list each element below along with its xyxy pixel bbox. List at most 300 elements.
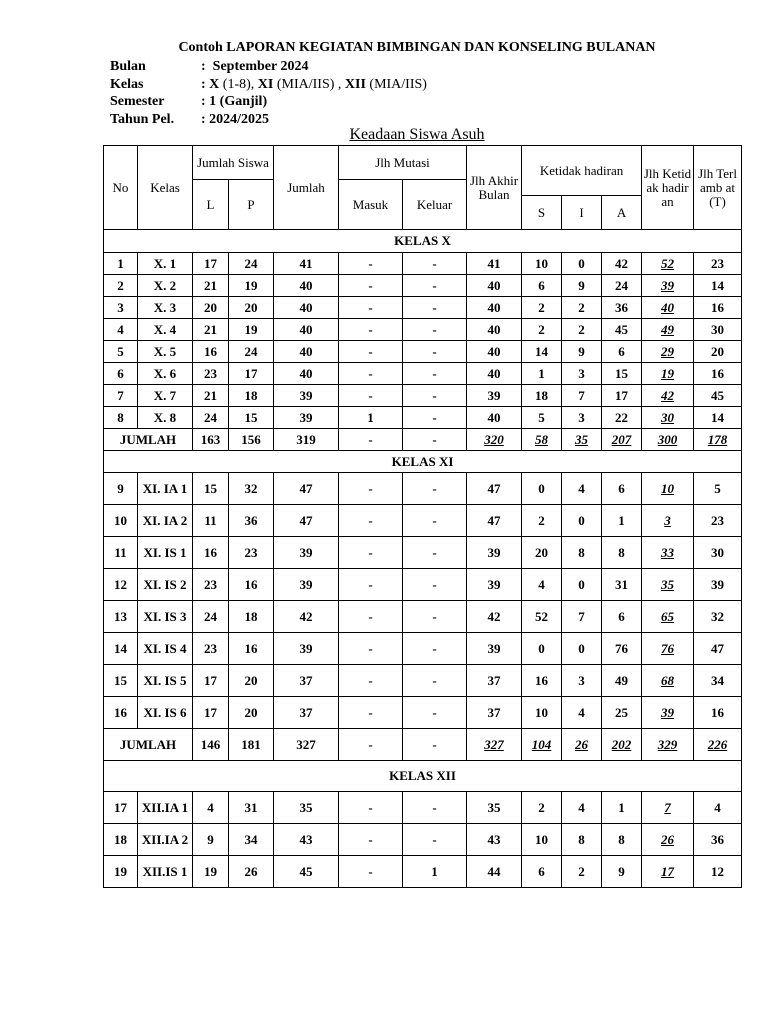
meta-kelas-p6: (MIA/IIS) (365, 76, 427, 92)
table-cell: 24 (602, 275, 642, 297)
table-cell: - (403, 275, 467, 297)
table-cell: 16 (522, 665, 562, 697)
table-cell: 37 (274, 697, 339, 729)
total-cell: 319 (274, 429, 339, 451)
table-cell: 6 (602, 341, 642, 363)
table-cell: 15 (229, 407, 274, 429)
table-cell: 17 (602, 385, 642, 407)
meta-tahun-value: : 2024/2025 (201, 111, 270, 127)
table-cell: 1 (522, 363, 562, 385)
table-cell: 15 (193, 473, 229, 505)
table-cell: 20 (229, 665, 274, 697)
table-cell: X. 1 (138, 253, 193, 275)
table-cell: 47 (694, 633, 742, 665)
header-jlh-mutasi: Jlh Mutasi (339, 146, 467, 180)
table-cell: 39 (467, 385, 522, 407)
meta-kelas-p2: (1-8), (219, 76, 258, 92)
table-cell: 21 (193, 385, 229, 407)
table-cell: 39 (467, 633, 522, 665)
table-cell: - (403, 665, 467, 697)
table-cell: 2 (522, 319, 562, 341)
header-jlh-terlambat: Jlh Terl amb at (T) (694, 146, 742, 230)
table-cell: 0 (522, 473, 562, 505)
table-cell: X. 7 (138, 385, 193, 407)
table-cell: 7 (562, 385, 602, 407)
table-cell: 47 (467, 473, 522, 505)
title-main: LAPORAN KEGIATAN BIMBINGAN DAN KONSELING BULANAN (226, 40, 656, 55)
table-cell: 16 (193, 341, 229, 363)
table-cell: 34 (229, 824, 274, 856)
table-cell: 20 (694, 341, 742, 363)
meta-tahun-label: Tahun Pel. (110, 111, 175, 127)
table-cell: 36 (694, 824, 742, 856)
table-cell: 44 (467, 856, 522, 888)
table-cell: 2 (522, 792, 562, 824)
table-cell: 39 (274, 569, 339, 601)
table-cell: X. 5 (138, 341, 193, 363)
table-cell: 10 (642, 473, 694, 505)
table-cell: - (403, 407, 467, 429)
table-cell: 7 (104, 385, 138, 407)
table-cell: 10 (522, 824, 562, 856)
table-cell: 34 (694, 665, 742, 697)
table-cell: - (339, 341, 403, 363)
table-cell: 49 (602, 665, 642, 697)
total-cell: 226 (694, 729, 742, 761)
table-cell: 12 (694, 856, 742, 888)
table-row (104, 505, 742, 537)
table-cell: - (339, 824, 403, 856)
table-cell: 2 (562, 856, 602, 888)
table-cell: - (339, 505, 403, 537)
table-cell: 4 (193, 792, 229, 824)
table-cell: XI. IA 2 (138, 505, 193, 537)
table-cell: 0 (562, 633, 602, 665)
table-cell: 9 (562, 275, 602, 297)
table-cell: 2 (104, 275, 138, 297)
meta-kelas-p4: (MIA/IIS) , (273, 76, 345, 92)
total-cell: - (339, 429, 403, 451)
table-cell: 3 (104, 297, 138, 319)
total-cell: 181 (229, 729, 274, 761)
table-cell: 43 (274, 824, 339, 856)
table-cell: 35 (467, 792, 522, 824)
table-cell: - (403, 601, 467, 633)
table-cell: - (339, 275, 403, 297)
table-cell: 11 (193, 505, 229, 537)
table-cell: XI. IA 1 (138, 473, 193, 505)
table-cell: - (403, 537, 467, 569)
table-cell: 40 (642, 297, 694, 319)
table-cell: 10 (522, 697, 562, 729)
table-cell: 3 (562, 363, 602, 385)
table-cell: 1 (602, 505, 642, 537)
report-title (0, 40, 768, 56)
table-cell: 24 (229, 253, 274, 275)
table-cell: 18 (229, 601, 274, 633)
table-cell: 47 (467, 505, 522, 537)
table-body (104, 230, 742, 888)
total-cell: 327 (274, 729, 339, 761)
table-cell: 40 (467, 363, 522, 385)
table-cell: - (403, 505, 467, 537)
table-cell: 8 (602, 824, 642, 856)
total-label: JUMLAH (104, 429, 193, 451)
section-title: Keadaan Siswa Asuh (349, 126, 485, 143)
table-cell: 45 (694, 385, 742, 407)
table-cell: 1 (339, 407, 403, 429)
table-cell: 19 (229, 319, 274, 341)
table-cell: - (339, 569, 403, 601)
table-cell: - (403, 253, 467, 275)
table-cell: 32 (694, 601, 742, 633)
total-cell: 329 (642, 729, 694, 761)
table-row (104, 319, 742, 341)
meta-kelas-label: Kelas (110, 76, 144, 92)
table-row (104, 537, 742, 569)
table-cell: 42 (642, 385, 694, 407)
table-cell: 0 (562, 569, 602, 601)
table-row (104, 633, 742, 665)
table-cell: 40 (274, 297, 339, 319)
table-cell: 23 (193, 633, 229, 665)
table-cell: 17 (193, 697, 229, 729)
table-cell: 9 (602, 856, 642, 888)
table-cell: - (339, 665, 403, 697)
table-cell: 15 (104, 665, 138, 697)
header-keluar: Keluar (403, 180, 467, 230)
total-cell: 156 (229, 429, 274, 451)
table-cell: 40 (274, 363, 339, 385)
total-cell: 202 (602, 729, 642, 761)
table-cell: 40 (467, 341, 522, 363)
total-cell: 327 (467, 729, 522, 761)
header-a: A (602, 196, 642, 230)
table-cell: 0 (562, 253, 602, 275)
table-cell: 21 (193, 275, 229, 297)
table-row (104, 275, 742, 297)
meta-semester-value: : 1 (Ganjil) (201, 94, 268, 109)
table-cell: 17 (229, 363, 274, 385)
table-cell: 12 (104, 569, 138, 601)
table-cell: 24 (229, 341, 274, 363)
meta-kelas-value (201, 76, 427, 94)
table-cell: 37 (274, 665, 339, 697)
table-cell: 17 (193, 665, 229, 697)
table-cell: 10 (104, 505, 138, 537)
table-cell: 45 (274, 856, 339, 888)
header-p: P (229, 180, 274, 230)
table-cell: 20 (229, 297, 274, 319)
table-cell: 8 (562, 537, 602, 569)
table-cell: 23 (193, 363, 229, 385)
total-row (104, 729, 742, 761)
table-cell: 17 (193, 253, 229, 275)
section-label: KELAS XII (104, 761, 742, 792)
table-cell: 36 (602, 297, 642, 319)
table-cell: 2 (562, 297, 602, 319)
table-cell: 40 (274, 275, 339, 297)
header-ketidakhadiran: Ketidak hadiran (522, 146, 642, 196)
table-cell: XII.IA 2 (138, 824, 193, 856)
table-cell: 26 (642, 824, 694, 856)
table-cell: X. 3 (138, 297, 193, 319)
section-label: KELAS X (104, 230, 742, 253)
table-cell: X. 6 (138, 363, 193, 385)
table-cell: 5 (694, 473, 742, 505)
table-cell: - (403, 297, 467, 319)
table-cell: 6 (602, 473, 642, 505)
table-cell: 17 (104, 792, 138, 824)
meta-bulan (110, 58, 427, 76)
table-cell: 52 (522, 601, 562, 633)
table-cell: - (339, 537, 403, 569)
table-cell: 43 (467, 824, 522, 856)
table-cell: 16 (694, 363, 742, 385)
table-cell: 30 (694, 319, 742, 341)
table-cell: - (403, 633, 467, 665)
table-cell: 19 (104, 856, 138, 888)
table-cell: - (403, 697, 467, 729)
title-prefix: Contoh (178, 40, 223, 55)
table-cell: 0 (522, 633, 562, 665)
table-cell: 19 (642, 363, 694, 385)
table-row (104, 341, 742, 363)
table-cell: 4 (562, 697, 602, 729)
meta-kelas (110, 76, 427, 94)
total-cell: 300 (642, 429, 694, 451)
table-cell: 6 (522, 275, 562, 297)
table-cell: 6 (104, 363, 138, 385)
table-cell: 41 (467, 253, 522, 275)
table-cell: 20 (229, 697, 274, 729)
table-cell: 23 (694, 505, 742, 537)
table-cell: 49 (642, 319, 694, 341)
table-cell: - (339, 856, 403, 888)
table-cell: 3 (562, 407, 602, 429)
header-i: I (562, 196, 602, 230)
table-cell: - (403, 569, 467, 601)
total-cell: 104 (522, 729, 562, 761)
table-row (104, 824, 742, 856)
table-cell: 11 (104, 537, 138, 569)
table-row (104, 569, 742, 601)
table-cell: 4 (562, 792, 602, 824)
table-cell: 23 (229, 537, 274, 569)
table-cell: 1 (403, 856, 467, 888)
table-cell: 39 (274, 633, 339, 665)
table-row (104, 856, 742, 888)
table-cell: XII.IS 1 (138, 856, 193, 888)
header-kelas: Kelas (138, 146, 193, 230)
table-cell: 45 (602, 319, 642, 341)
table-cell: 14 (694, 275, 742, 297)
header-no: No (104, 146, 138, 230)
table-cell: XI. IS 4 (138, 633, 193, 665)
table-cell: XI. IS 3 (138, 601, 193, 633)
table-cell: 39 (694, 569, 742, 601)
total-cell: 163 (193, 429, 229, 451)
table-cell: 76 (642, 633, 694, 665)
header-jumlah-siswa: Jumlah Siswa (193, 146, 274, 180)
table-cell: 24 (193, 601, 229, 633)
table-row (104, 407, 742, 429)
table-cell: 40 (467, 319, 522, 341)
table-cell: 68 (642, 665, 694, 697)
table-cell: 41 (274, 253, 339, 275)
table-cell: 39 (467, 569, 522, 601)
header-jumlah: Jumlah (274, 146, 339, 230)
table-cell: XII.IA 1 (138, 792, 193, 824)
table-cell: 9 (193, 824, 229, 856)
table-row (104, 473, 742, 505)
meta-semester (110, 93, 427, 111)
table-row (104, 253, 742, 275)
table-cell: 24 (193, 407, 229, 429)
table-cell: 35 (642, 569, 694, 601)
table-row (104, 792, 742, 824)
table-cell: 36 (229, 505, 274, 537)
table-cell: - (339, 319, 403, 341)
table-cell: 0 (562, 505, 602, 537)
table-cell: XI. IS 5 (138, 665, 193, 697)
section-row (104, 230, 742, 253)
table-cell: 13 (104, 601, 138, 633)
table-cell: 40 (274, 319, 339, 341)
table-cell: 21 (193, 319, 229, 341)
header-jlh-ketidakhadiran: Jlh Ketid ak hadir an (642, 146, 694, 230)
meta-kelas-p5: XII (344, 76, 366, 92)
student-table (103, 145, 742, 888)
table-cell: 19 (229, 275, 274, 297)
table-cell: 39 (642, 275, 694, 297)
table-cell: 15 (602, 363, 642, 385)
table-row (104, 665, 742, 697)
table-cell: XI. IS 6 (138, 697, 193, 729)
table-cell: 2 (562, 319, 602, 341)
total-cell: 207 (602, 429, 642, 451)
table-cell: 6 (522, 856, 562, 888)
table-cell: 25 (602, 697, 642, 729)
section-row (104, 451, 742, 473)
total-label: JUMLAH (104, 729, 193, 761)
table-cell: 16 (229, 633, 274, 665)
total-cell: - (403, 729, 467, 761)
table-cell: 16 (193, 537, 229, 569)
meta-semester-label: Semester (110, 94, 165, 109)
table-cell: - (339, 792, 403, 824)
meta-kelas-p3: XI (257, 76, 274, 92)
table-cell: 30 (694, 537, 742, 569)
table-cell: X. 4 (138, 319, 193, 341)
header-l: L (193, 180, 229, 230)
table-cell: - (403, 341, 467, 363)
table-cell: 42 (274, 601, 339, 633)
table-cell: 9 (562, 341, 602, 363)
table-cell: 37 (467, 697, 522, 729)
table-cell: 6 (602, 601, 642, 633)
table-cell: 26 (229, 856, 274, 888)
table-cell: 39 (642, 697, 694, 729)
header-masuk: Masuk (339, 180, 403, 230)
table-cell: 76 (602, 633, 642, 665)
table-cell: 8 (602, 537, 642, 569)
table-cell: 7 (562, 601, 602, 633)
table-cell: 8 (104, 407, 138, 429)
total-row (104, 429, 742, 451)
total-cell: 146 (193, 729, 229, 761)
table-cell: 29 (642, 341, 694, 363)
table-cell: - (403, 319, 467, 341)
table-cell: 9 (104, 473, 138, 505)
table-cell: 8 (562, 824, 602, 856)
table-cell: 2 (522, 505, 562, 537)
table-cell: 23 (193, 569, 229, 601)
table-cell: 4 (562, 473, 602, 505)
table-cell: 42 (467, 601, 522, 633)
table-cell: 32 (229, 473, 274, 505)
table-cell: - (403, 473, 467, 505)
table-cell: 16 (104, 697, 138, 729)
table-cell: 18 (522, 385, 562, 407)
table-cell: 52 (642, 253, 694, 275)
table-cell: - (339, 633, 403, 665)
table-cell: 37 (467, 665, 522, 697)
table-cell: - (339, 601, 403, 633)
section-label: KELAS XI (104, 451, 742, 473)
table-cell: 30 (642, 407, 694, 429)
meta-bulan-value: : September 2024 (201, 59, 309, 74)
table-cell: 35 (274, 792, 339, 824)
table-row (104, 697, 742, 729)
report-meta (110, 58, 427, 128)
table-cell: 42 (602, 253, 642, 275)
table-cell: 16 (694, 697, 742, 729)
total-cell: 35 (562, 429, 602, 451)
table-cell: 18 (104, 824, 138, 856)
table-cell: 65 (642, 601, 694, 633)
table-cell: 4 (104, 319, 138, 341)
total-cell: - (403, 429, 467, 451)
table-cell: 47 (274, 505, 339, 537)
table-cell: 1 (104, 253, 138, 275)
total-cell: 320 (467, 429, 522, 451)
table-cell: - (339, 697, 403, 729)
table-cell: 40 (467, 407, 522, 429)
table-cell: 40 (274, 341, 339, 363)
table-cell: 4 (522, 569, 562, 601)
table-cell: XI. IS 2 (138, 569, 193, 601)
table-cell: X. 2 (138, 275, 193, 297)
table-cell: 3 (642, 505, 694, 537)
table-cell: 4 (694, 792, 742, 824)
table-cell: - (339, 385, 403, 407)
table-cell: - (403, 363, 467, 385)
table-cell: 17 (642, 856, 694, 888)
table-cell: 16 (229, 569, 274, 601)
table-cell: 31 (602, 569, 642, 601)
table-cell: 1 (602, 792, 642, 824)
total-cell: 26 (562, 729, 602, 761)
total-cell: - (339, 729, 403, 761)
table-cell: 14 (522, 341, 562, 363)
table-cell: XI. IS 1 (138, 537, 193, 569)
meta-kelas-p1: : X (201, 76, 220, 92)
table-cell: - (403, 385, 467, 407)
meta-bulan-label: Bulan (110, 59, 146, 74)
table-cell: 18 (229, 385, 274, 407)
table-cell: 14 (104, 633, 138, 665)
